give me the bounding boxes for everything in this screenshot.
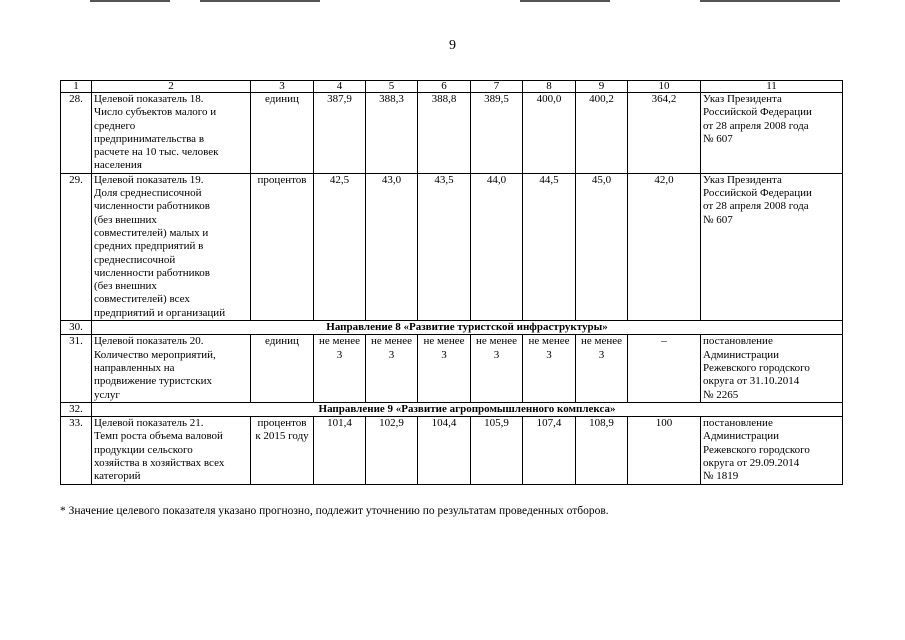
indicator-name-cell — [92, 173, 251, 320]
basis-line: Администрации — [703, 430, 780, 443]
value-cell: 45,0 — [576, 173, 628, 320]
indicator-name-line: хозяйства в хозяйствах всех — [94, 457, 225, 470]
indicator-name-line: среднесписочной — [94, 253, 176, 266]
value-line: не менее — [370, 335, 412, 348]
indicator-name-line: Число субъектов малого и — [94, 106, 217, 119]
value-cell: 105,9 — [471, 417, 523, 484]
row-number: 30. — [61, 321, 92, 335]
header-cell: 4 — [314, 81, 366, 93]
value-line: не менее — [423, 335, 465, 348]
basis-line: Режевского городского — [703, 361, 810, 374]
unit-cell: единиц — [251, 93, 314, 174]
value-cell: 102,9 — [366, 417, 418, 484]
scan-artifact-top — [700, 0, 840, 2]
indicator-name-line: совместителей) всех — [94, 293, 190, 306]
section-title: Направление 9 «Развитие агропромышленного комплекса» — [92, 402, 843, 416]
indicator-name-line: Целевой показатель 20. — [94, 335, 204, 348]
value-cell: 44,5 — [523, 173, 576, 320]
unit-line: процентов — [257, 417, 307, 430]
basis-line: от 28 апреля 2008 года — [703, 119, 809, 132]
header-cell: 8 — [523, 81, 576, 93]
indicator-name-line: услуг — [94, 388, 120, 401]
value-line: 3 — [388, 348, 395, 361]
indicator-name-line: продукции сельского — [94, 443, 193, 456]
indicator-name-line: расчете на 10 тыс. человек — [94, 146, 219, 159]
basis-line: постановление — [703, 335, 773, 348]
scan-artifact-top — [520, 0, 610, 2]
section-title: Направление 8 «Развитие туристской инфраструктуры» — [92, 321, 843, 335]
value-cell: 44,0 — [471, 173, 523, 320]
value-cell — [471, 335, 523, 402]
basis-line: Указ Президента — [703, 173, 782, 186]
basis-line: от 28 апреля 2008 года — [703, 200, 809, 213]
basis-cell — [701, 417, 843, 484]
basis-line: округа от 31.10.2014 — [703, 375, 800, 388]
indicator-name-line: средних предприятий в — [94, 240, 204, 253]
header-cell: 2 — [92, 81, 251, 93]
indicator-name-line: направленных на — [94, 361, 175, 374]
indicator-name-line: (без внешних — [94, 213, 157, 226]
basis-line: округа от 29.09.2014 — [703, 457, 800, 470]
value-cell: 100 — [628, 417, 701, 484]
row-number: 28. — [61, 93, 92, 174]
indicator-name-line: Целевой показатель 18. — [94, 93, 204, 105]
value-cell — [314, 335, 366, 402]
value-cell: 387,9 — [314, 93, 366, 174]
row-number: 33. — [61, 417, 92, 484]
scan-artifact-top — [200, 0, 320, 2]
value-cell — [576, 335, 628, 402]
scan-artifact-top — [90, 0, 170, 2]
indicator-name-line: Темп роста объема валовой — [94, 430, 223, 443]
unit-cell — [251, 417, 314, 484]
value-cell — [523, 335, 576, 402]
indicator-name-cell — [92, 417, 251, 484]
header-cell: 10 — [628, 81, 701, 93]
indicator-name-line: категорий — [94, 470, 141, 483]
value-cell: 108,9 — [576, 417, 628, 484]
value-cell: 101,4 — [314, 417, 366, 484]
header-cell: 11 — [701, 81, 843, 93]
indicator-name-cell — [92, 93, 251, 174]
unit-cell: процентов — [251, 173, 314, 320]
value-line: 3 — [441, 348, 447, 361]
table-row — [61, 93, 843, 174]
value-cell — [418, 335, 471, 402]
value-cell: 107,4 — [523, 417, 576, 484]
row-number: 29. — [61, 173, 92, 320]
indicator-name-line: (без внешних — [94, 280, 157, 293]
basis-cell — [701, 335, 843, 402]
table-header-row — [61, 81, 843, 93]
page-number: 9 — [449, 38, 456, 53]
section-row — [61, 321, 843, 335]
value-cell: 43,0 — [366, 173, 418, 320]
basis-cell — [701, 93, 843, 174]
value-cell — [366, 335, 418, 402]
header-cell: 5 — [366, 81, 418, 93]
indicator-name-cell — [92, 335, 251, 402]
value-cell: 104,4 — [418, 417, 471, 484]
indicator-name-line: Целевой показатель 19. — [94, 173, 204, 186]
basis-line: постановление — [703, 417, 773, 430]
value-cell: 43,5 — [418, 173, 471, 320]
basis-cell — [701, 173, 843, 320]
value-line: 3 — [336, 348, 343, 361]
basis-line: № 607 — [703, 132, 733, 145]
basis-line: Российской Федерации — [703, 187, 812, 200]
value-line: не менее — [580, 335, 622, 348]
value-cell: 400,2 — [576, 93, 628, 174]
section-row — [61, 402, 843, 416]
basis-line: Режевского городского — [703, 443, 810, 456]
row-number: 31. — [61, 335, 92, 402]
value-line: не менее — [475, 335, 517, 348]
value-cell: – — [628, 335, 701, 402]
indicator-name-line: предприятий и организаций — [94, 306, 226, 319]
indicator-name-line: населения — [94, 159, 142, 172]
table-row — [61, 417, 843, 484]
value-cell: 42,0 — [628, 173, 701, 320]
basis-line: Администрации — [703, 348, 780, 361]
basis-line: № 2265 — [703, 388, 739, 401]
value-cell: 388,3 — [366, 93, 418, 174]
unit-cell: единиц — [251, 335, 314, 402]
indicator-name-line: численности работников — [94, 266, 210, 279]
basis-line: № 607 — [703, 213, 733, 226]
header-cell: 6 — [418, 81, 471, 93]
indicator-name-line: среднего — [94, 119, 136, 132]
footnote: * Значение целевого показателя указано прогнозно, подлежит уточнению по результатам проведенных отборов. — [60, 505, 609, 517]
indicator-name-line: Доля среднесписочной — [94, 187, 202, 200]
header-cell: 7 — [471, 81, 523, 93]
indicator-name-line: продвижение туристских — [94, 375, 212, 388]
indicators-table — [60, 80, 843, 485]
value-cell: 42,5 — [314, 173, 366, 320]
indicator-name-line: Количество мероприятий, — [94, 348, 216, 361]
row-number: 32. — [61, 402, 92, 416]
value-line: 3 — [598, 348, 605, 361]
table-row — [61, 173, 843, 320]
value-cell: 400,0 — [523, 93, 576, 174]
header-cell: 9 — [576, 81, 628, 93]
value-cell: 389,5 — [471, 93, 523, 174]
table-row — [61, 335, 843, 402]
indicator-name-line: численности работников — [94, 200, 210, 213]
basis-line: Указ Президента — [703, 93, 782, 105]
value-cell: 364,2 — [628, 93, 701, 174]
indicator-name-line: предпринимательства в — [94, 132, 205, 145]
basis-line: Российской Федерации — [703, 106, 812, 119]
value-line: 3 — [493, 348, 500, 361]
header-cell: 1 — [61, 81, 92, 93]
header-cell: 3 — [251, 81, 314, 93]
indicator-name-line: Целевой показатель 21. — [94, 417, 204, 430]
value-line: 3 — [546, 348, 552, 361]
basis-line: № 1819 — [703, 470, 739, 483]
indicator-name-line: совместителей) малых и — [94, 226, 209, 239]
unit-line: к 2015 году — [255, 430, 309, 443]
value-cell: 388,8 — [418, 93, 471, 174]
value-line: не менее — [318, 335, 360, 348]
value-line: не менее — [528, 335, 570, 348]
